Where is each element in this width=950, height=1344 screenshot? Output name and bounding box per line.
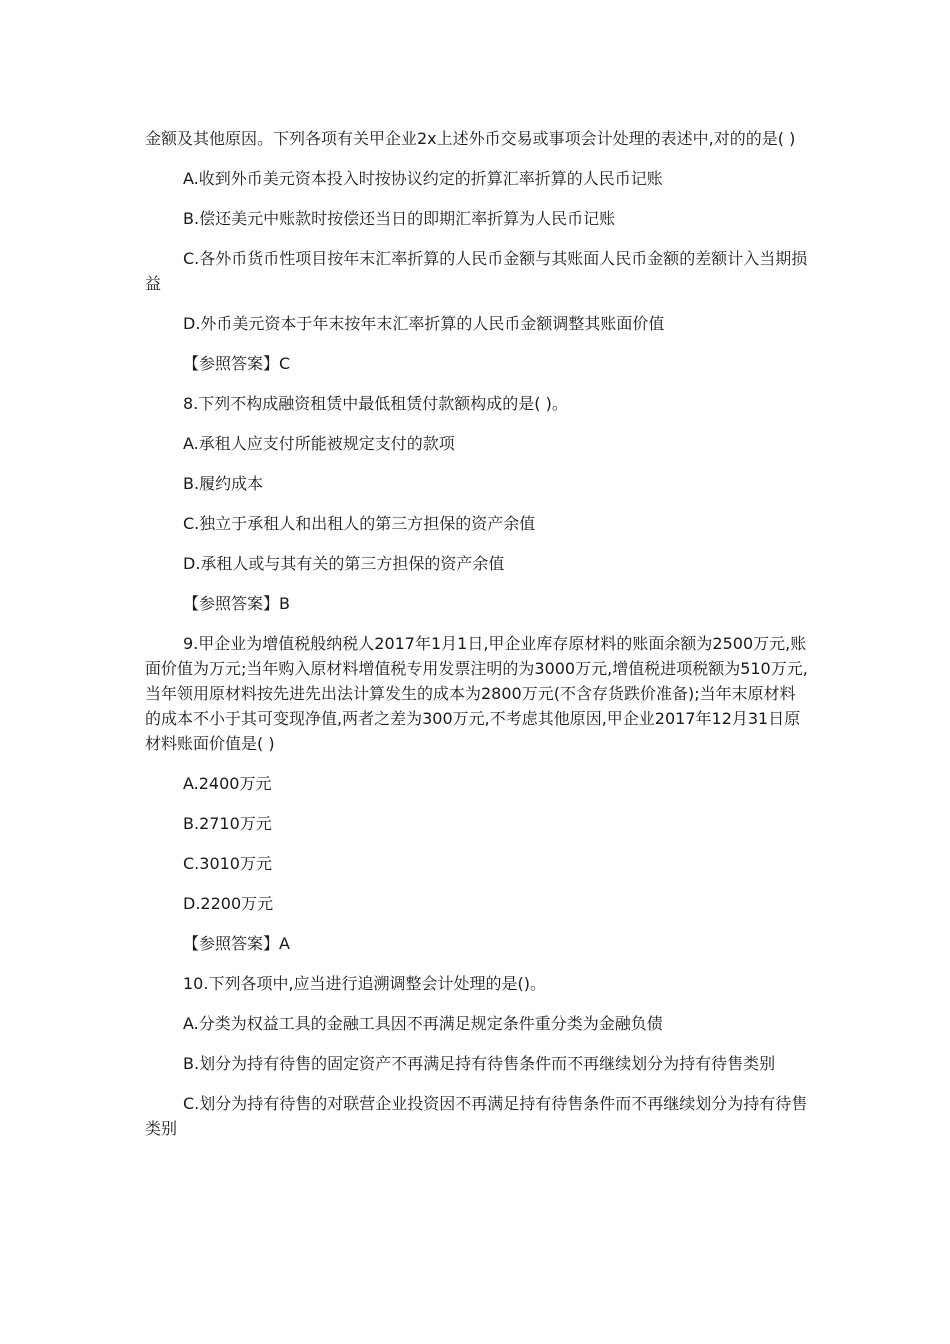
q10-option-b: B.划分为持有待售的固定资产不再满足持有待售条件而不再继续划分为持有待售类别 bbox=[183, 1054, 776, 1073]
q9-answer: 【参照答案】A bbox=[183, 934, 290, 953]
q8-option-b: B.履约成本 bbox=[183, 474, 264, 493]
q8-option-c: C.独立于承租人和出租人的第三方担保的资产余值 bbox=[183, 514, 536, 533]
q7-option-a: A.收到外币美元资本投入时按协议约定的折算汇率折算的人民币记账 bbox=[183, 169, 663, 188]
q9-option-c: C.3010万元 bbox=[183, 854, 272, 873]
document-body bbox=[145, 126, 809, 1156]
q8-option-a: A.承租人应支付所能被规定支付的款项 bbox=[183, 434, 455, 453]
q8-answer: 【参照答案】B bbox=[183, 594, 290, 613]
q7-option-c: C.各外币货币性项目按年末汇率折算的人民币金额与其账面人民币金额的差额计入当期损益 bbox=[145, 249, 808, 293]
q9-option-d: D.2200万元 bbox=[183, 894, 274, 913]
paragraph-continuation: 金额及其他原因。下列各项有关甲企业2x上述外币交易或事项会计处理的表述中,对的的是( ) bbox=[145, 129, 796, 148]
q7-option-d: D.外币美元资本于年末按年末汇率折算的人民币金额调整其账面价值 bbox=[183, 314, 665, 333]
q9-option-b: B.2710万元 bbox=[183, 814, 272, 833]
question-9: 9.甲企业为增值税般纳税人2017年1月1日,甲企业库存原材料的账面余额为2500万元,账面价值为万元;当年购入原材料增值税专用发票注明的为3000万元,增值税进项税额为510万元,当年领用原材料按先进先出法计算发生的成本为2800万元(不含存货跌价准备);当年末原材料的成本不小于其可变现净值,两者之差为300万元,不考虑其他原因,甲企业2017年12月31日原材料账面价值是( ) bbox=[145, 634, 808, 753]
q8-option-d: D.承租人或与其有关的第三方担保的资产余值 bbox=[183, 554, 505, 573]
question-10: 10.下列各项中,应当进行追溯调整会计处理的是()。 bbox=[183, 974, 547, 993]
q10-option-a: A.分类为权益工具的金融工具因不再满足规定条件重分类为金融负债 bbox=[183, 1014, 663, 1033]
q9-option-a: A.2400万元 bbox=[183, 774, 272, 793]
q10-option-c: C.划分为持有待售的对联营企业投资因不再满足持有待售条件而不再继续划分为持有待售类别 bbox=[145, 1094, 808, 1138]
question-8: 8.下列不构成融资租赁中最低租赁付款额构成的是( )。 bbox=[183, 394, 568, 413]
q7-option-b: B.偿还美元中账款时按偿还当日的即期汇率折算为人民币记账 bbox=[183, 209, 616, 228]
q7-answer: 【参照答案】C bbox=[183, 354, 291, 373]
